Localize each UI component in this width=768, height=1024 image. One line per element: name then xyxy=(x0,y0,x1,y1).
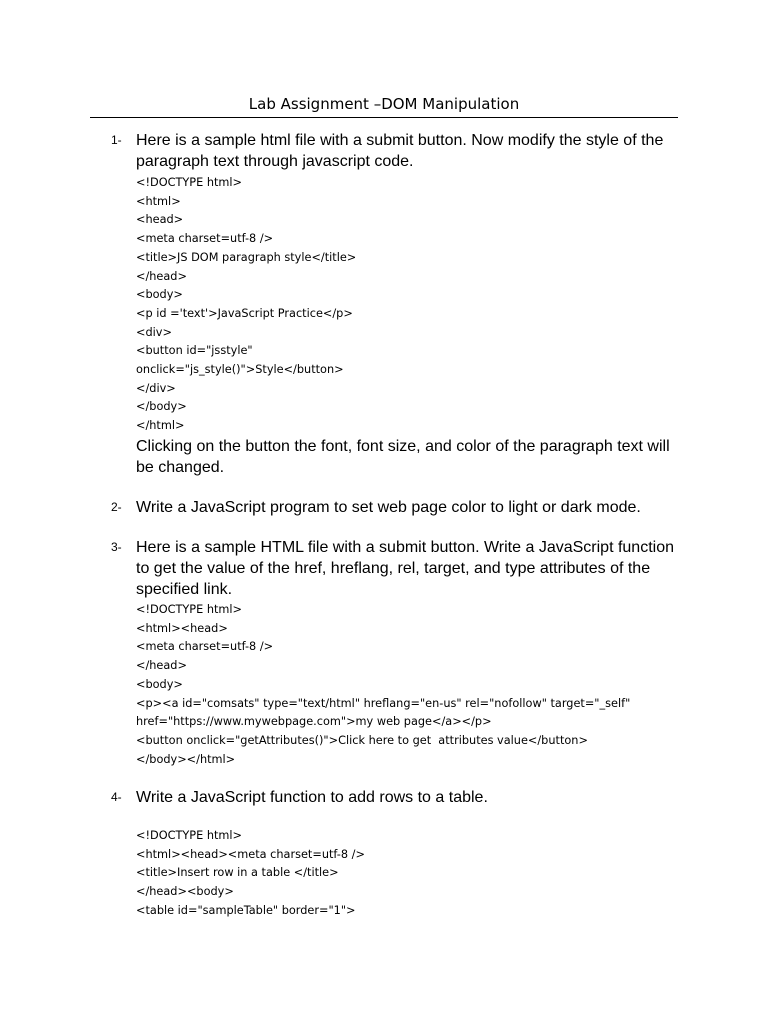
code-line: <meta charset=utf-8 /> xyxy=(136,640,274,654)
code-line: </head> xyxy=(136,269,187,283)
code-line: </div> xyxy=(136,381,176,395)
code-line: <p id ='text'>JavaScript Practice</p> xyxy=(136,306,353,320)
item-note: Clicking on the button the font, font size, and color of the paragraph text will be changed. xyxy=(136,437,670,476)
item-body xyxy=(136,130,681,478)
code-line: <button id="jsstyle" xyxy=(136,344,253,358)
code-line: <p><a id="comsats" type="text/html" hreflang="en-us" rel="nofollow" target="_self" xyxy=(136,696,631,710)
item-number: 3- xyxy=(111,540,122,554)
item-prompt: Here is a sample html file with a submit button. Now modify the style of the paragraph text through javascript code. xyxy=(136,132,664,170)
code-block xyxy=(136,601,681,769)
code-block xyxy=(136,827,681,921)
code-line: <!DOCTYPE html> xyxy=(136,176,243,189)
item-body xyxy=(136,497,681,518)
code-line: <div> xyxy=(136,325,172,339)
code-line: <meta charset=utf-8 /> xyxy=(136,232,274,246)
item-prompt: Here is a sample HTML file with a submit button. Write a JavaScript function to get the value of the href, hreflang, rel, target, and type attributes of the specified link. xyxy=(136,539,674,598)
item-prompt: Write a JavaScript program to set web page color to light or dark mode. xyxy=(136,499,641,516)
code-line: <body> xyxy=(136,677,183,691)
code-line: <table id="sampleTable" border="1"> xyxy=(136,903,356,917)
code-line: <head> xyxy=(136,213,184,227)
item-number: 4- xyxy=(111,790,122,804)
item-body xyxy=(136,787,681,921)
title-underline xyxy=(90,117,678,118)
code-line: </body> xyxy=(136,400,187,414)
code-block xyxy=(136,174,681,436)
document-title: Lab Assignment –DOM Manipulation xyxy=(248,95,520,113)
code-line: <!DOCTYPE html> xyxy=(136,603,243,616)
item-number: 1- xyxy=(111,133,122,147)
code-line: <title>Insert row in a table </title> xyxy=(136,866,339,880)
code-line: href="https://www.mywebpage.com">my web page</a></p> xyxy=(136,715,492,729)
code-line: </html> xyxy=(136,419,185,433)
item-number: 2- xyxy=(111,500,122,514)
code-line: <title>JS DOM paragraph style</title> xyxy=(136,250,357,264)
code-line: <!DOCTYPE html> xyxy=(136,829,243,842)
code-line: <html> xyxy=(136,194,181,208)
code-line: <html><head> xyxy=(136,621,228,635)
item-body xyxy=(136,537,681,769)
code-line: <body> xyxy=(136,288,183,302)
code-line: <html><head><meta charset=utf-8 /> xyxy=(136,847,365,861)
code-line: <button onclick="getAttributes()">Click here to get attributes value</button> xyxy=(136,733,588,747)
code-line: </head> xyxy=(136,659,187,673)
item-prompt: Write a JavaScript function to add rows to a table. xyxy=(136,789,488,806)
code-line: </head><body> xyxy=(136,885,234,899)
code-line: onclick="js_style()">Style</button> xyxy=(136,363,344,377)
code-line: </body></html> xyxy=(136,752,236,766)
